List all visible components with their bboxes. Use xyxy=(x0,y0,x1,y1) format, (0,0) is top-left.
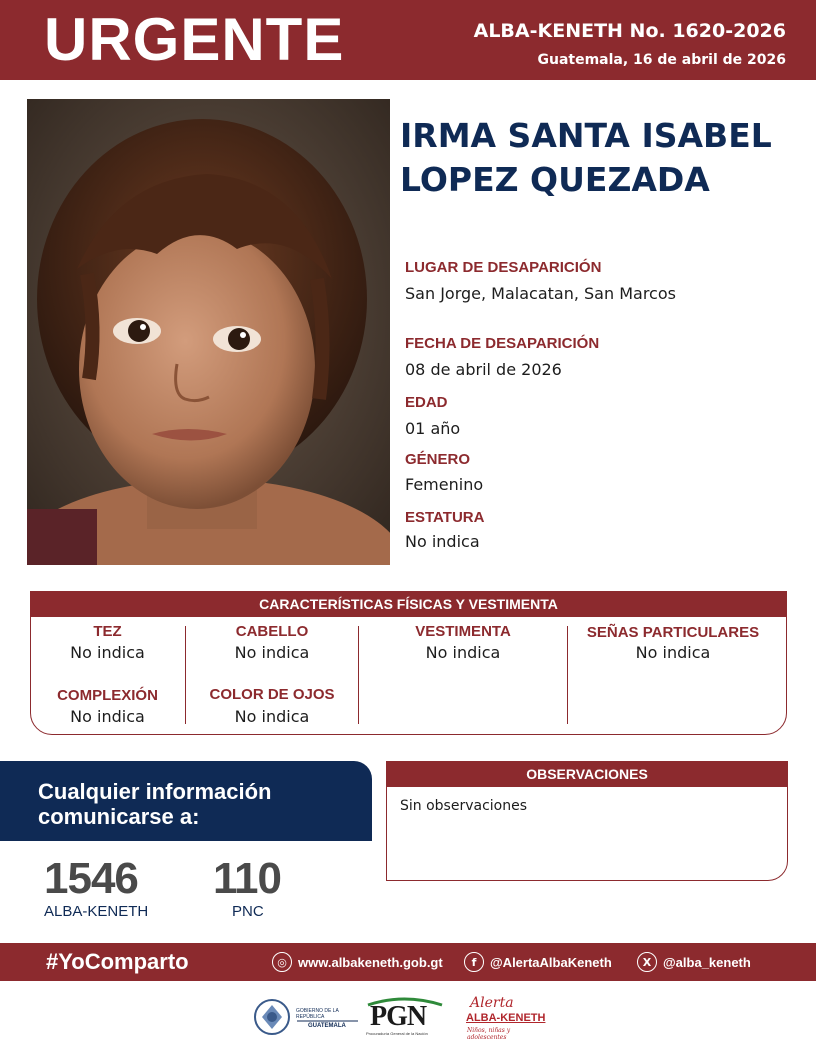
phone-alba-keneth-label: ALBA-KENETH xyxy=(44,903,149,920)
x-icon: X xyxy=(637,952,657,972)
person-name xyxy=(400,114,810,202)
vestimenta-label: VESTIMENTA xyxy=(415,623,511,640)
tez-label: TEZ xyxy=(93,623,122,640)
phone-alba-keneth: 1546 xyxy=(44,854,138,903)
ojos-label: COLOR DE OJOS xyxy=(209,686,335,703)
gender-value: Femenino xyxy=(405,475,484,494)
urgent-title: URGENTE xyxy=(44,6,345,73)
contact-text xyxy=(38,779,358,829)
missing-person-photo xyxy=(27,99,390,565)
alerta-text: Alerta xyxy=(470,995,514,1011)
issue-date: Guatemala, 16 de abril de 2026 xyxy=(537,52,786,68)
person-name-line1: IRMA SANTA ISABEL xyxy=(400,116,772,155)
person-name-line2: LOPEZ QUEZADA xyxy=(400,160,710,199)
senas-value: No indica xyxy=(635,643,711,662)
alba-keneth-logo xyxy=(466,995,546,1039)
place-label: LUGAR DE DESAPARICIÓN xyxy=(405,259,602,276)
facebook-icon: f xyxy=(464,952,484,972)
gov-logo-line2: GUATEMALA xyxy=(308,1023,346,1029)
alba-keneth-text: ALBA-KENETH xyxy=(466,1012,546,1024)
tez-value: No indica xyxy=(70,643,145,662)
contact-line2: comunicarse a: xyxy=(38,804,200,829)
date-value: 08 de abril de 2026 xyxy=(405,360,562,379)
vestimenta-value: No indica xyxy=(425,643,501,662)
facebook-text: @AlertaAlbaKeneth xyxy=(490,954,612,970)
observations-title: OBSERVACIONES xyxy=(386,761,788,787)
ojos-value: No indica xyxy=(234,707,310,726)
phone-pnc-label: PNC xyxy=(232,903,264,920)
gender-label: GÉNERO xyxy=(405,451,471,468)
height-value: No indica xyxy=(405,532,480,551)
website-text: www.albakeneth.gob.gt xyxy=(298,954,443,970)
gov-logo-line1: GOBIERNO DE LA REPÚBLICA xyxy=(296,1008,339,1020)
complexion-label: COMPLEXIÓN xyxy=(57,687,158,704)
age-label: EDAD xyxy=(405,394,448,411)
government-logo xyxy=(252,995,362,1039)
globe-icon: ◎ xyxy=(272,952,292,972)
complexion-value: No indica xyxy=(70,707,145,726)
pgn-subtitle: Procuraduría General de la Nación xyxy=(366,1031,428,1036)
contact-line1: Cualquier información xyxy=(38,779,272,804)
pgn-logo xyxy=(364,995,450,1039)
cabello-value: No indica xyxy=(234,643,310,662)
hashtag: #YoComparto xyxy=(46,949,189,974)
pgn-text: PGN xyxy=(370,1001,427,1032)
date-label: FECHA DE DESAPARICIÓN xyxy=(405,335,600,352)
alba-keneth-subtitle: Niños, niñas y adolescentes xyxy=(467,1027,511,1041)
senas-label: SEÑAS PARTICULARES xyxy=(586,624,760,641)
observations-text: Sin observaciones xyxy=(400,798,528,814)
characteristics-title: CARACTERÍSTICAS FÍSICAS Y VESTIMENTA xyxy=(30,591,787,617)
phone-pnc: 110 xyxy=(213,854,281,903)
x-text: @alba_keneth xyxy=(663,954,751,970)
place-value: San Jorge, Malacatan, San Marcos xyxy=(405,284,676,303)
height-label: ESTATURA xyxy=(405,509,485,526)
x-link[interactable] xyxy=(637,951,751,973)
age-value: 01 año xyxy=(405,419,461,438)
column-divider xyxy=(358,626,359,724)
website-link[interactable] xyxy=(272,951,443,973)
facebook-link[interactable] xyxy=(464,951,612,973)
cabello-label: CABELLO xyxy=(235,623,309,640)
alert-number: ALBA-KENETH No. 1620-2026 xyxy=(473,20,786,42)
